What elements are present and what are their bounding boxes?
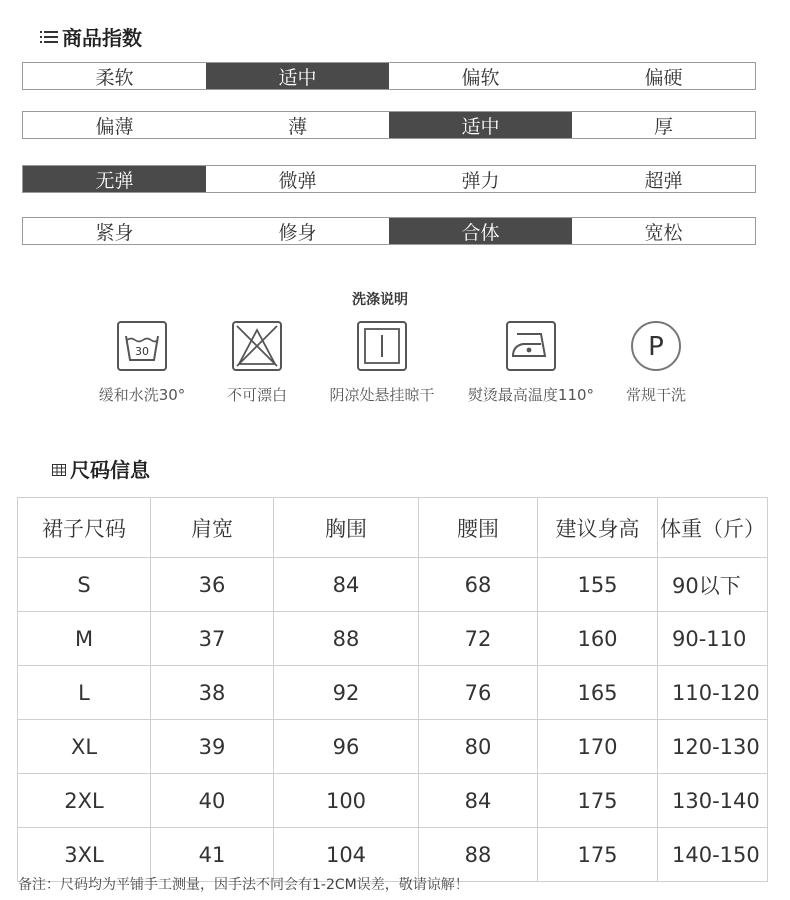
index-row [22, 62, 756, 90]
index-option-selected: 适中 [206, 63, 389, 89]
table-cell: 130-140 [658, 774, 768, 828]
index-option: 超弹 [644, 169, 683, 192]
table-cell: 170 [538, 720, 658, 774]
product-index-title-text: 商品指数 [62, 26, 142, 50]
grid-icon [52, 457, 66, 481]
index-option: 紧身 [95, 221, 134, 244]
table-cell: 175 [538, 774, 658, 828]
table-row [18, 666, 768, 720]
table-cell: 68 [419, 558, 538, 612]
table-cell: M [18, 612, 151, 666]
table-cell: 80 [419, 720, 538, 774]
size-note: 备注：尺码均为平铺手工测量，因手法不同会有1-2CM误差，敬请谅解！ [18, 877, 469, 893]
table-cell: 41 [151, 828, 274, 882]
index-option-selected: 无弹 [23, 166, 206, 192]
index-option: 偏软 [461, 66, 500, 89]
table-cell: 104 [274, 828, 419, 882]
table-row [18, 612, 768, 666]
care-instructions-title: 洗涤说明 [352, 292, 408, 308]
table-cell: XL [18, 720, 151, 774]
table-row [18, 720, 768, 774]
table-cell: 39 [151, 720, 274, 774]
table-cell: 90-110 [658, 612, 768, 666]
product-index-title [40, 22, 142, 51]
size-table-header: 胸围 [274, 498, 419, 558]
index-option: 宽松 [644, 221, 683, 244]
index-option: 微弹 [278, 169, 317, 192]
size-table-header: 腰围 [419, 498, 538, 558]
table-row [18, 558, 768, 612]
index-option: 偏薄 [95, 115, 134, 138]
table-row [18, 774, 768, 828]
table-cell: 90以下 [658, 558, 768, 612]
table-cell: 2XL [18, 774, 151, 828]
size-table-header: 肩宽 [151, 498, 274, 558]
table-cell: 165 [538, 666, 658, 720]
table-cell: 155 [538, 558, 658, 612]
size-info-title [52, 454, 150, 483]
index-option: 柔软 [95, 66, 134, 89]
svg-text:P: P [648, 332, 664, 362]
table-cell: 88 [419, 828, 538, 882]
index-option: 厚 [653, 115, 673, 138]
svg-text:30: 30 [135, 345, 149, 358]
index-option: 偏硬 [644, 66, 683, 89]
index-option: 薄 [287, 115, 307, 138]
care-label: 缓和水洗30° [98, 386, 186, 404]
iron-icon [505, 320, 557, 372]
table-cell: S [18, 558, 151, 612]
size-table-header: 裙子尺码 [18, 498, 151, 558]
table-cell: 40 [151, 774, 274, 828]
care-item [576, 320, 736, 405]
table-cell: 36 [151, 558, 274, 612]
table-cell: 175 [538, 828, 658, 882]
size-table-header: 建议身高 [538, 498, 658, 558]
dry-clean-icon [630, 320, 682, 372]
table-cell: 140-150 [658, 828, 768, 882]
care-label: 常规干洗 [625, 386, 686, 404]
index-row [22, 217, 756, 245]
size-table-header: 体重（斤） [658, 498, 768, 558]
list-icon [40, 25, 58, 49]
table-cell: 120-130 [658, 720, 768, 774]
wash-30-icon [116, 320, 168, 372]
table-cell: 72 [419, 612, 538, 666]
table-cell: L [18, 666, 151, 720]
no-bleach-icon [231, 320, 283, 372]
index-option: 修身 [278, 221, 317, 244]
table-cell: 84 [274, 558, 419, 612]
index-option: 弹力 [461, 169, 500, 192]
index-option-selected: 适中 [389, 112, 572, 138]
index-row [22, 165, 756, 193]
table-cell: 38 [151, 666, 274, 720]
index-option-selected: 合体 [389, 218, 572, 244]
table-cell: 84 [419, 774, 538, 828]
table-cell: 76 [419, 666, 538, 720]
table-cell: 3XL [18, 828, 151, 882]
line-dry-shade-icon [356, 320, 408, 372]
care-item [302, 320, 462, 405]
table-cell: 110-120 [658, 666, 768, 720]
table-cell: 100 [274, 774, 419, 828]
size-info-title-text: 尺码信息 [70, 458, 150, 482]
care-label: 熨烫最高温度110° [467, 386, 595, 404]
table-cell: 88 [274, 612, 419, 666]
index-row [22, 111, 756, 139]
table-cell: 37 [151, 612, 274, 666]
table-cell: 96 [274, 720, 419, 774]
care-label: 不可漂白 [226, 386, 287, 404]
size-table [17, 497, 768, 882]
care-label: 阴凉处悬挂晾干 [329, 386, 435, 404]
table-cell: 160 [538, 612, 658, 666]
table-cell: 92 [274, 666, 419, 720]
